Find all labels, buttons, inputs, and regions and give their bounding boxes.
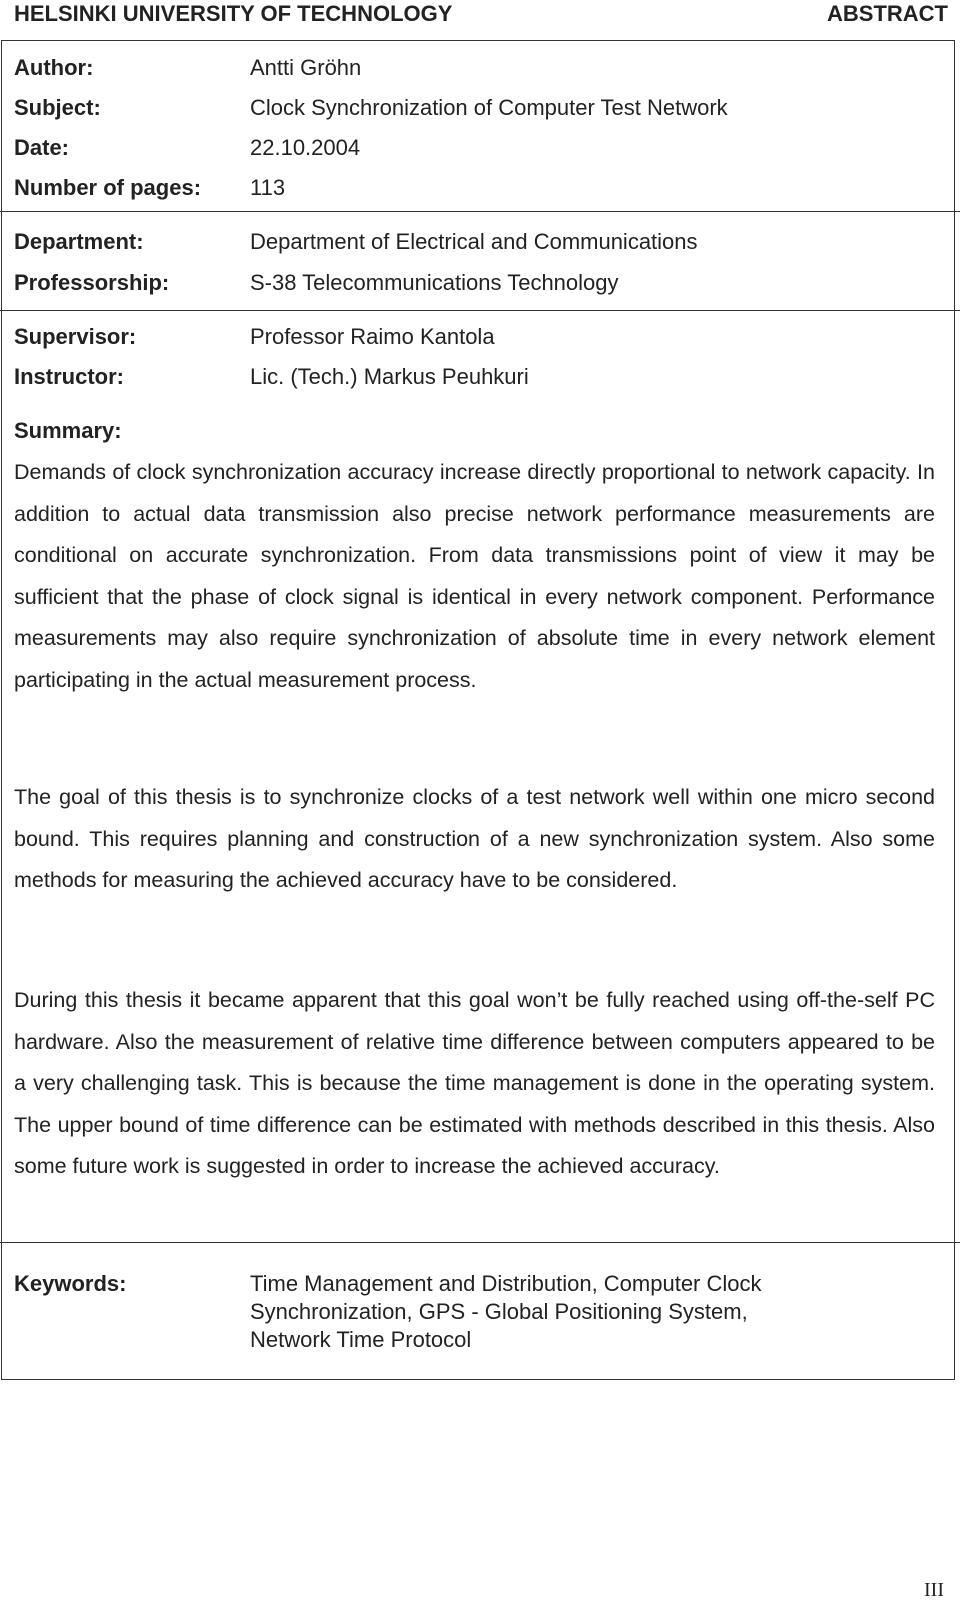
subject-label: Subject: bbox=[14, 95, 101, 120]
document-type: ABSTRACT bbox=[827, 1, 948, 26]
divider bbox=[0, 310, 960, 311]
instructor-value: Lic. (Tech.) Markus Peuhkuri bbox=[250, 364, 529, 389]
date-value: 22.10.2004 bbox=[250, 135, 361, 160]
author-row bbox=[14, 52, 946, 84]
keywords-value bbox=[250, 1270, 830, 1354]
supervisor-value: Professor Raimo Kantola bbox=[250, 324, 495, 349]
supervisor-row bbox=[14, 321, 946, 353]
keywords-line-3: Network Time Protocol bbox=[250, 1327, 472, 1352]
professorship-row bbox=[14, 267, 946, 299]
instructor-row bbox=[14, 361, 946, 393]
subject-row bbox=[14, 92, 946, 124]
department-row bbox=[14, 226, 946, 258]
department-label: Department: bbox=[14, 229, 144, 254]
page-number: III bbox=[924, 1579, 944, 1601]
professorship-value: S-38 Telecommunications Technology bbox=[250, 270, 619, 295]
keywords-label: Keywords: bbox=[14, 1271, 127, 1296]
pages-value: 113 bbox=[250, 175, 286, 200]
pages-label: Number of pages: bbox=[14, 175, 202, 200]
university-name: HELSINKI UNIVERSITY OF TECHNOLOGY bbox=[14, 1, 453, 26]
professorship-label: Professorship: bbox=[14, 270, 170, 295]
subject-value: Clock Synchronization of Computer Test Network bbox=[250, 95, 728, 120]
page-header bbox=[14, 0, 948, 36]
department-value: Department of Electrical and Communications bbox=[250, 229, 698, 254]
summary-paragraph-1: Demands of clock synchronization accuracy increase directly proportional to network capacity. In addition to actual data transmission also precise network performance measurements are conditional on accurate synchronization. From data transmissions point of view it may be sufficient that the phase of clock signal is identical in every network component. Performance measurements may also require synchronization of absolute time in every network element participating in the actual measurement process. bbox=[14, 460, 935, 692]
keywords-line-2: Synchronization, GPS - Global Positioning System, bbox=[250, 1299, 748, 1324]
summary-paragraph-3: During this thesis it became apparent that this goal won’t be fully reached using off-the-self PC hardware. Also the measurement of relative time difference between computers appeared to be a very challenging task. This is because the time management is done in the operating system. The upper bound of time difference can be estimated with methods described in this thesis. Also some future work is suggested in order to increase the achieved accuracy. bbox=[14, 988, 935, 1179]
summary-label: Summary: bbox=[14, 418, 122, 443]
divider bbox=[0, 211, 960, 212]
date-label: Date: bbox=[14, 135, 70, 160]
date-row bbox=[14, 132, 946, 164]
divider bbox=[0, 1242, 960, 1243]
keywords-line-1: Time Management and Distribution, Computer Clock bbox=[250, 1271, 762, 1296]
summary-paragraph-2: The goal of this thesis is to synchronize clocks of a test network well within one micro second bound. This requires planning and construction of a new synchronization system. Also some methods for measuring the achieved accuracy have to be considered. bbox=[14, 785, 935, 893]
instructor-label: Instructor: bbox=[14, 364, 124, 389]
supervisor-label: Supervisor: bbox=[14, 324, 137, 349]
author-value: Antti Gröhn bbox=[250, 55, 362, 80]
pages-row bbox=[14, 172, 946, 204]
author-label: Author: bbox=[14, 55, 94, 80]
